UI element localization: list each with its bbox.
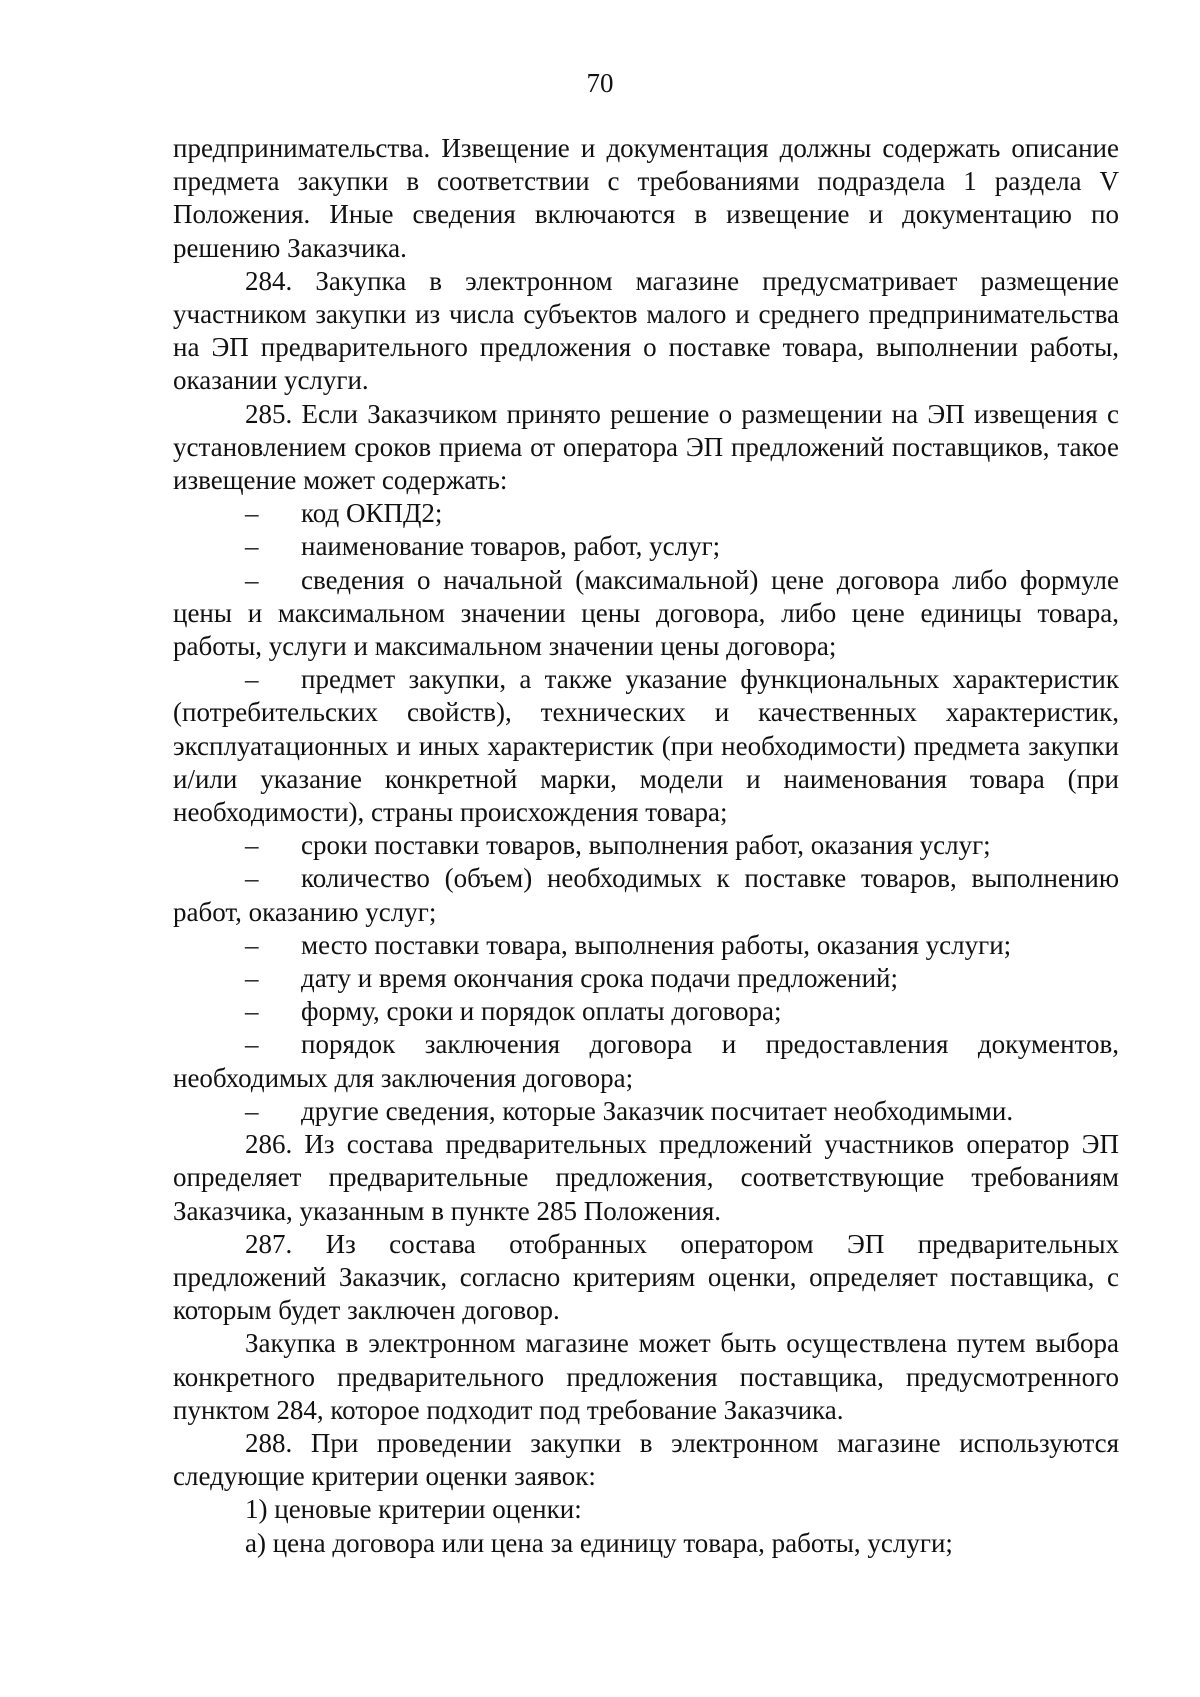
list-item-other (173, 1095, 1119, 1128)
paragraph-288 (173, 1427, 1119, 1493)
list-item-text: количество (объем) необходимых к поставке товаров, выполнению работ, оказанию услуг; (173, 863, 1119, 927)
list-item-deadline (173, 962, 1119, 995)
dash-marker: – (245, 664, 259, 695)
dash-marker: – (245, 498, 259, 529)
list-item-text: форму, сроки и порядок оплаты договора; (301, 996, 782, 1027)
paragraph-text: предпринимательства. Извещение и документация должны содержать описание предмета закупки в соответствии с требованиями подраздела 1 раздела V Положения. Иные сведения включаются в извещение и документацию по решению Заказчика. (173, 133, 1119, 263)
list-item-text: дату и время окончания срока подачи предложений; (301, 963, 898, 994)
dash-marker: – (245, 564, 259, 595)
dash-marker: – (245, 830, 259, 861)
criteria-item-1a (173, 1527, 1119, 1560)
paragraph-285 (173, 398, 1119, 498)
list-item-text: сроки поставки товаров, выполнения работ, оказания услуг; (301, 830, 991, 861)
list-item-text: место поставки товара, выполнения работы, оказания услуги; (301, 929, 1012, 960)
dash-marker: – (245, 929, 259, 960)
paragraph-text: 285. Если Заказчиком принято решение о размещении на ЭП извещения с установлением сроков приема от оператора ЭП предложений поставщиков, такое извещение может содержать: (173, 398, 1119, 496)
paragraph-continuation (173, 132, 1119, 265)
list-item-procedure (173, 1028, 1119, 1094)
list-item-quantity (173, 862, 1119, 928)
list-item-text: предмет закупки, а также указание функциональных характеристик (потребительских свойств), технических и качественных характеристик, эксплуатационных и иных характеристик (при необходимости) предмета закупки и/или указание конкретной марки, модели и наименования товара (при необходимости), страны происхождения товара; (173, 664, 1119, 828)
list-item-subject (173, 663, 1119, 829)
list-item-text: другие сведения, которые Заказчик посчитает необходимыми. (301, 1095, 1014, 1126)
list-item-place (173, 929, 1119, 962)
paragraph-286 (173, 1128, 1119, 1228)
paragraph-text: Закупка в электронном магазине может быть осуществлена путем выбора конкретного предварительного предложения поставщика, предусмотренного пунктом 284, которое подходит под требование Заказчика. (173, 1328, 1119, 1425)
list-item-text: наименование товаров, работ, услуг; (301, 531, 721, 562)
list-item-terms (173, 829, 1119, 862)
paragraph-text: 1) ценовые критерии оценки: (245, 1494, 582, 1525)
paragraph-text: 288. При проведении закупки в электронном магазине используются следующие критерии оценки заявок: (173, 1427, 1119, 1492)
dash-marker: – (245, 1095, 259, 1126)
dash-marker: – (245, 863, 259, 894)
list-item-price (173, 564, 1119, 664)
paragraph-text: а) цена договора или цена за единицу товара, работы, услуги; (245, 1527, 953, 1558)
list-item-names (173, 530, 1119, 563)
dash-marker: – (245, 996, 259, 1027)
paragraph-284 (173, 265, 1119, 398)
paragraph-text: 284. Закупка в электронном магазине предусматривает размещение участником закупки из числа субъектов малого и среднего предпринимательства на ЭП предварительного предложения о поставке товара, выполнении работы, оказании услуги. (173, 265, 1119, 396)
paragraph-text: 287. Из состава отобранных оператором ЭП предварительных предложений Заказчик, согласно критериям оценки, определяет поставщика, с которым будет заключен договор. (173, 1228, 1119, 1326)
list-item-okpd2 (173, 497, 1119, 530)
paragraph-287-continuation (173, 1327, 1119, 1427)
criteria-item-1 (173, 1493, 1119, 1526)
list-item-text: код ОКПД2; (301, 498, 443, 529)
paragraph-text: 286. Из состава предварительных предложений участников оператор ЭП определяет предварительные предложения, соответствующие требованиям Заказчика, указанным в пункте 285 Положения. (173, 1129, 1119, 1226)
paragraph-287 (173, 1228, 1119, 1328)
list-item-payment (173, 995, 1119, 1028)
list-item-text: порядок заключения договора и предоставления документов, необходимых для заключения договора; (173, 1029, 1119, 1093)
dash-marker: – (245, 531, 259, 562)
list-item-text: сведения о начальной (максимальной) цене договора либо формуле цены и максимальном значении цены договора, либо цене единицы товара, работы, услуги и максимальном значении цены договора; (173, 564, 1119, 662)
document-body (173, 132, 1119, 1560)
page-number: 70 (586, 68, 614, 98)
dash-marker: – (245, 1029, 259, 1060)
dash-marker: – (245, 963, 259, 994)
